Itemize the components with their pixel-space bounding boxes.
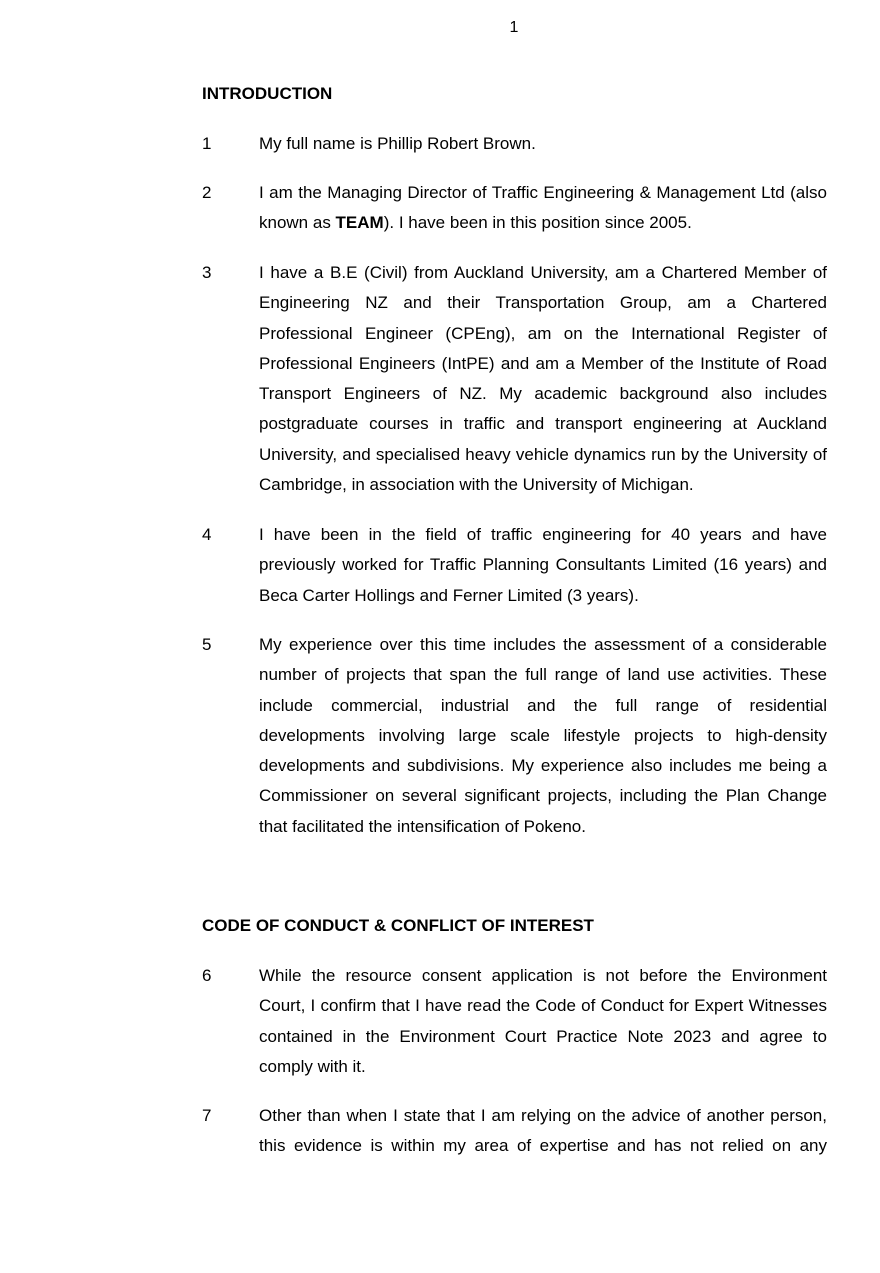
bold-term: TEAM: [335, 213, 384, 233]
paragraph-text: I have been in the field of traffic engineering for 40 years and have previously worked for Traffic Planning Consultants Limited (16 years) and Beca Carter Hollings and Ferner Limited (3 years).: [259, 525, 827, 605]
paragraph-text: I have a B.E (Civil) from Auckland University, am a Chartered Member of Engineering NZ and their Transportation Group, am a Chartered Professional Engineer (CPEng), am on the International Register of Professional Engineers (IntPE) and am a Member of the Institute of Road Transport Engineers of NZ. My academic background also includes postgraduate courses in traffic and transport engineering at Auckland University, and specialised heavy vehicle dynamics run by the University of Cambridge, in association with the University of Michigan.: [259, 263, 827, 495]
paragraph-number: 2: [202, 183, 212, 202]
text-segment: I am the Managing Director of Traffic Engineering & Management Ltd (also known as: [259, 183, 827, 233]
paragraph-number: 1: [202, 134, 212, 153]
paragraph-text: My full name is Phillip Robert Brown.: [259, 134, 536, 153]
paragraph-number: 7: [202, 1106, 212, 1125]
section-heading-introduction: INTRODUCTION: [202, 84, 333, 103]
paragraph-number: 6: [202, 966, 212, 985]
paragraph-number: 5: [202, 635, 212, 654]
section-heading-conduct: CODE OF CONDUCT & CONFLICT OF INTEREST: [202, 916, 594, 935]
paragraph-text: While the resource consent application is not before the Environment Court, I confirm that I have read the Code of Conduct for Expert Witnesses contained in the Environment Court Practice Note 2023 and agree to comply with it.: [259, 966, 827, 1076]
page-number: 1: [509, 19, 519, 36]
paragraph-number: 3: [202, 263, 212, 282]
paragraph-number: 4: [202, 525, 212, 544]
text-segment: ). I have been in this position since 2005.: [383, 213, 692, 233]
paragraph-text: [259, 178, 827, 239]
paragraph-text: Other than when I state that I am relying on the advice of another person, this evidence is within my area of expertise and has not relied on any: [259, 1106, 827, 1156]
paragraph-text: My experience over this time includes the assessment of a considerable number of projects that span the full range of land use activities. These include commercial, industrial and the full range of residential developments involving large scale lifestyle projects to high-density developments and subdivisions. My experience also includes me being a Commissioner on several significant projects, including the Plan Change that facilitated the intensification of Pokeno.: [259, 635, 827, 836]
